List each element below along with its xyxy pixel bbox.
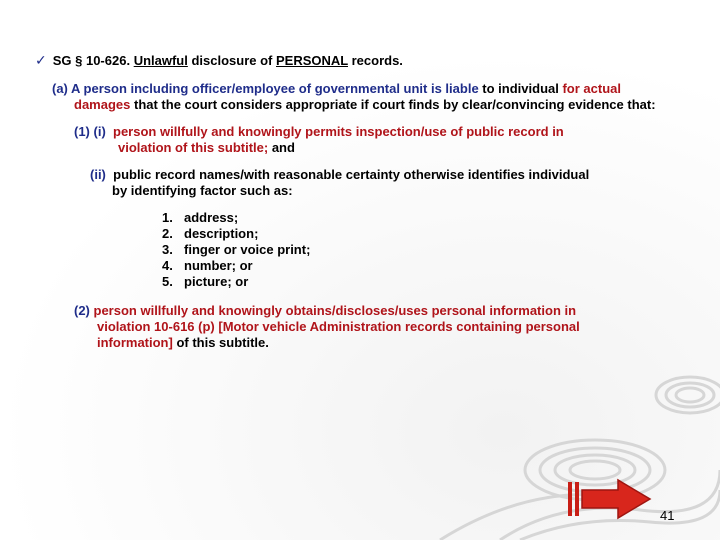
- para-1ii-line-2: [112, 183, 293, 199]
- checkmark-icon: ✓: [35, 52, 47, 68]
- para-a-damages: damages: [74, 97, 134, 112]
- para-2-text-3: information]: [97, 335, 177, 350]
- para-a-line-2: [74, 97, 656, 113]
- para-2-line-2: [97, 319, 580, 335]
- heading-personal: PERSONAL: [276, 53, 348, 68]
- page-number: 41: [660, 508, 675, 523]
- heading-unlawful: Unlawful: [133, 53, 188, 68]
- list-item: [162, 210, 238, 226]
- para-1i-line-2: [118, 140, 295, 156]
- list-item: [162, 242, 310, 258]
- next-arrow-icon: [566, 478, 652, 520]
- heading-prefix: SG § 10-626.: [52, 53, 134, 68]
- list-item: [162, 226, 258, 242]
- para-1i-line-1: [74, 124, 564, 140]
- para-a-label: (a): [52, 81, 68, 96]
- list-item: [162, 274, 248, 290]
- heading: [35, 52, 403, 69]
- para-a-text-3: for actual: [562, 81, 621, 96]
- para-1i-label: (1) (i): [74, 124, 106, 139]
- next-slide-button[interactable]: [566, 478, 652, 520]
- para-1i-text-1: person willfully and knowingly permits inspection/use of public record in: [113, 124, 564, 139]
- para-1i-text-3: and: [268, 140, 295, 155]
- para-2-text-1: person willfully and knowingly obtains/discloses/uses personal information in: [93, 303, 577, 318]
- list-item-text: picture; or: [184, 274, 249, 289]
- para-2-text-4: of this subtitle.: [176, 335, 269, 350]
- para-1ii-line-1: [90, 167, 589, 183]
- list-item-text: number; or: [184, 258, 253, 273]
- heading-suffix: records.: [348, 53, 403, 68]
- list-item-text: description;: [184, 226, 259, 241]
- para-2-text-2: violation 10-616 (p) [Motor vehicle Administration records containing personal: [97, 319, 580, 334]
- para-2-line-1: [74, 303, 576, 319]
- para-1ii-text-2: by identifying factor such as:: [112, 183, 293, 198]
- list-item-text: finger or voice print;: [184, 242, 311, 257]
- list-item-number: 2.: [162, 226, 173, 241]
- para-a-text-2: to individual: [482, 81, 563, 96]
- list-item-number: 3.: [162, 242, 173, 257]
- list-item-number: 4.: [162, 258, 173, 273]
- para-2-line-3: [97, 335, 269, 351]
- list-item-number: 5.: [162, 274, 173, 289]
- list-item: [162, 258, 253, 274]
- para-a-line-1: [52, 81, 621, 97]
- para-1ii-text-1: public record names/with reasonable certainty otherwise identifies individual: [113, 167, 590, 182]
- list-item-number: 1.: [162, 210, 173, 225]
- para-a-text-1: A person including officer/employee of governmental unit is liable: [71, 81, 483, 96]
- para-1i-text-2: violation of this subtitle;: [118, 140, 269, 155]
- para-1ii-label: (ii): [90, 167, 106, 182]
- para-2-label: (2): [74, 303, 90, 318]
- para-a-text-4: that the court considers appropriate if court finds by clear/convincing evidence that:: [133, 97, 656, 112]
- list-item-text: address;: [184, 210, 239, 225]
- heading-mid: disclosure of: [187, 53, 276, 68]
